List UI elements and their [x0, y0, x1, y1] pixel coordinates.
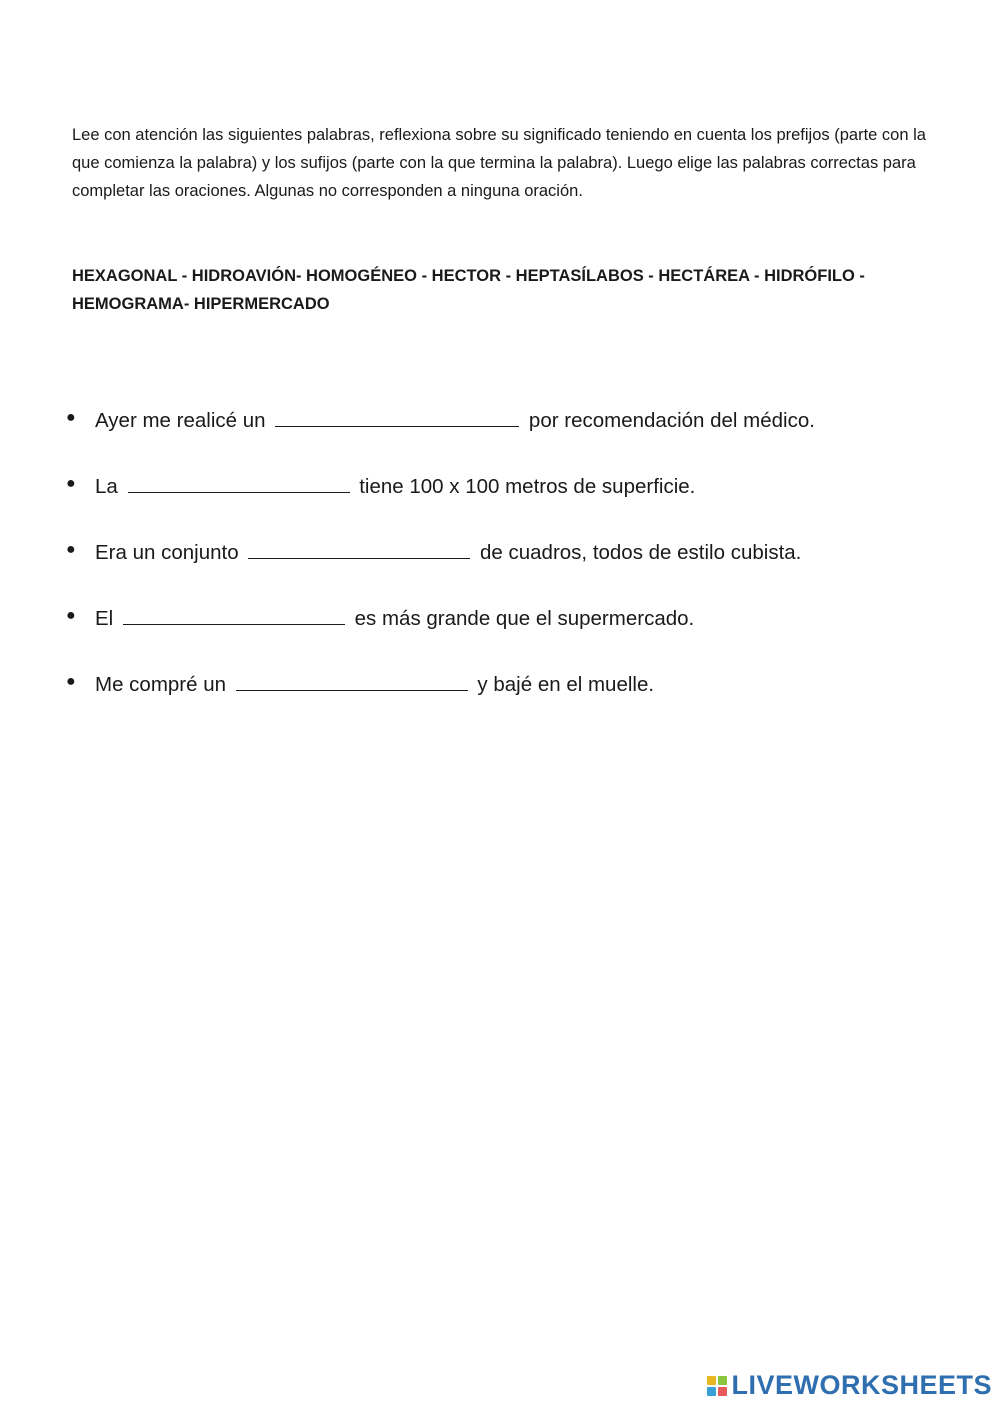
- sentence-item: [0, 664, 1000, 730]
- logo-text: LIVEWORKSHEETS: [731, 1370, 992, 1400]
- bullet-icon: ●: [66, 607, 76, 624]
- sentence-before: La: [95, 475, 124, 498]
- sentence-item: [0, 466, 1000, 532]
- bullet-icon: ●: [66, 475, 76, 492]
- sentence-text: [95, 466, 695, 505]
- bullet-icon: ●: [66, 409, 76, 426]
- liveworksheets-logo-icon: [707, 1376, 727, 1396]
- bullet-icon: ●: [66, 673, 76, 690]
- sentence-text: [95, 598, 694, 637]
- sentence-before: El: [95, 607, 119, 630]
- sentence-before: Era un conjunto: [95, 541, 245, 564]
- answer-blank[interactable]: [275, 400, 519, 427]
- logo-icon-tile: [707, 1387, 716, 1396]
- sentence-after: por recomendación del médico.: [523, 409, 815, 432]
- sentence-text: [95, 400, 815, 439]
- answer-blank[interactable]: [128, 466, 350, 493]
- sentence-text: [95, 664, 654, 703]
- word-bank: HEXAGONAL - HIDROAVIÓN- HOMOGÉNEO - HECTOR - HEPTASÍLABOS - HECTÁREA - HIDRÓFILO - HEMOGRAMA- HIPERMERCADO: [72, 267, 865, 313]
- sentence-after: y bajé en el muelle.: [471, 673, 655, 696]
- liveworksheets-logo: [707, 1370, 992, 1401]
- sentence-text: [95, 532, 801, 571]
- sentence-before: Ayer me realicé un: [95, 409, 272, 432]
- answer-blank[interactable]: [248, 532, 470, 559]
- sentence-after: tiene 100 x 100 metros de superficie.: [353, 475, 696, 498]
- sentence-item: [0, 532, 1000, 598]
- logo-icon-tile: [718, 1376, 727, 1385]
- sentence-before: Me compré un: [95, 673, 232, 696]
- sentence-item: [0, 598, 1000, 664]
- instructions-paragraph: Lee con atención las siguientes palabras, reflexiona sobre su significado teniendo en cuenta los prefijos (parte con la que comienza la palabra) y los sufijos (parte con la que termina la palabra). Luego elige las palabras correctas para completar las oraciones. Algunas no corresponden a ninguna oración.: [72, 126, 926, 200]
- sentence-list: [0, 400, 1000, 730]
- logo-icon-tile: [707, 1376, 716, 1385]
- sentence-after: es más grande que el supermercado.: [348, 607, 695, 630]
- sentence-after: de cuadros, todos de estilo cubista.: [474, 541, 802, 564]
- answer-blank[interactable]: [236, 664, 468, 691]
- bullet-icon: ●: [66, 541, 76, 558]
- logo-icon-tile: [718, 1387, 727, 1396]
- sentence-item: [0, 400, 1000, 466]
- answer-blank[interactable]: [123, 598, 345, 625]
